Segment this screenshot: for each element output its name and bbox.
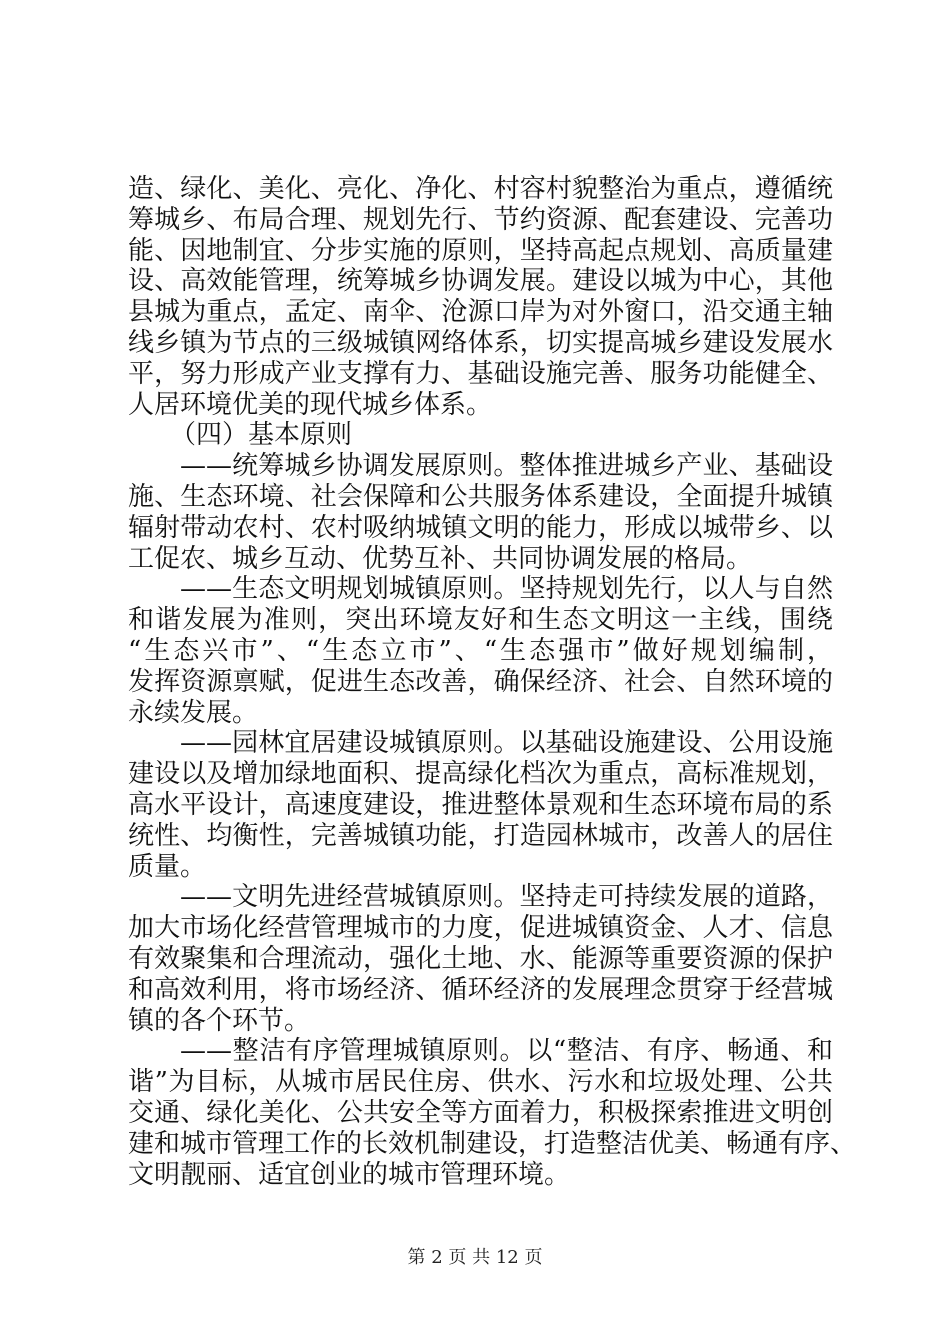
body-line: 加大市场化经营管理城市的力度，促进城镇资金、人才、信息	[128, 913, 833, 944]
body-line: 筹城乡、布局合理、规划先行、节约资源、配套建设、完善功	[128, 204, 833, 235]
body-line: 辐射带动农村、农村吸纳城镇文明的能力，形成以城带乡、以	[128, 512, 833, 543]
body-line: 建设以及增加绿地面积、提高绿化档次为重点，高标准规划，	[128, 759, 833, 790]
body-line: 和高效利用，将市场经济、循环经济的发展理念贯穿于经营城	[128, 974, 833, 1005]
body-line: 平，努力形成产业支撑有力、基础设施完善、服务功能健全、	[128, 358, 833, 389]
body-line: 人居环境优美的现代城乡体系。	[128, 389, 493, 420]
body-line: 谐”为目标，从城市居民住房、供水、污水和垃圾处理、公共	[128, 1067, 833, 1098]
body-line: 县城为重点，孟定、南伞、沧源口岸为对外窗口，沿交通主轴	[128, 297, 833, 328]
body-line: 交通、绿化美化、公共安全等方面着力，积极探索推进文明创	[128, 1098, 833, 1128]
body-line: 建和城市管理工作的长效机制建设，打造整洁优美、畅通有序、	[128, 1128, 857, 1159]
principle-line: ——整洁有序管理城镇原则。以“整洁、有序、畅通、和	[180, 1036, 833, 1067]
body-line: 能、因地制宜、分步实施的原则，坚持高起点规划、高质量建	[128, 235, 833, 266]
body-line: 质量。	[128, 851, 207, 882]
principle-line: ——生态文明规划城镇原则。坚持规划先行，以人与自然	[180, 574, 833, 605]
body-line: 造、绿化、美化、亮化、净化、村容村貌整治为重点，遵循统	[128, 174, 833, 204]
body-line: 和谐发展为准则，突出环境友好和生态文明这一主线，围绕	[128, 605, 833, 636]
body-line: 高水平设计，高速度建设，推进整体景观和生态环境布局的系	[128, 790, 833, 820]
body-line: 线乡镇为节点的三级城镇网络体系，切实提高城乡建设发展水	[128, 328, 833, 358]
body-line: “生态兴市”、“生态立市”、“生态强市”做好规划编制，	[128, 636, 833, 666]
body-line: 镇的各个环节。	[128, 1005, 311, 1036]
body-line: 施、生态环境、社会保障和公共服务体系建设，全面提升城镇	[128, 482, 833, 512]
principle-line: ——文明先进经营城镇原则。坚持走可持续发展的道路，	[180, 882, 833, 913]
body-line: 发挥资源禀赋，促进生态改善，确保经济、社会、自然环境的	[128, 666, 833, 697]
body-line: 永续发展。	[128, 697, 259, 728]
principle-line: ——统筹城乡协调发展原则。整体推进城乡产业、基础设	[180, 451, 833, 482]
body-line: 文明靓丽、适宜创业的城市管理环境。	[128, 1159, 571, 1190]
principle-line: ——园林宜居建设城镇原则。以基础设施建设、公用设施	[180, 728, 833, 759]
body-line: 设、高效能管理，统筹城乡协调发展。建设以城为中心，其他	[128, 266, 833, 297]
body-line: 工促农、城乡互动、优势互补、共同协调发展的格局。	[128, 543, 753, 574]
body-line: 统性、均衡性，完善城镇功能，打造园林城市，改善人的居住	[128, 820, 833, 851]
body-line: 有效聚集和合理流动，强化土地、水、能源等重要资源的保护	[128, 944, 833, 974]
page-number-footer: 第 2 页 共 12 页	[407, 1247, 543, 1268]
section-heading: （四）基本原则	[170, 420, 353, 451]
